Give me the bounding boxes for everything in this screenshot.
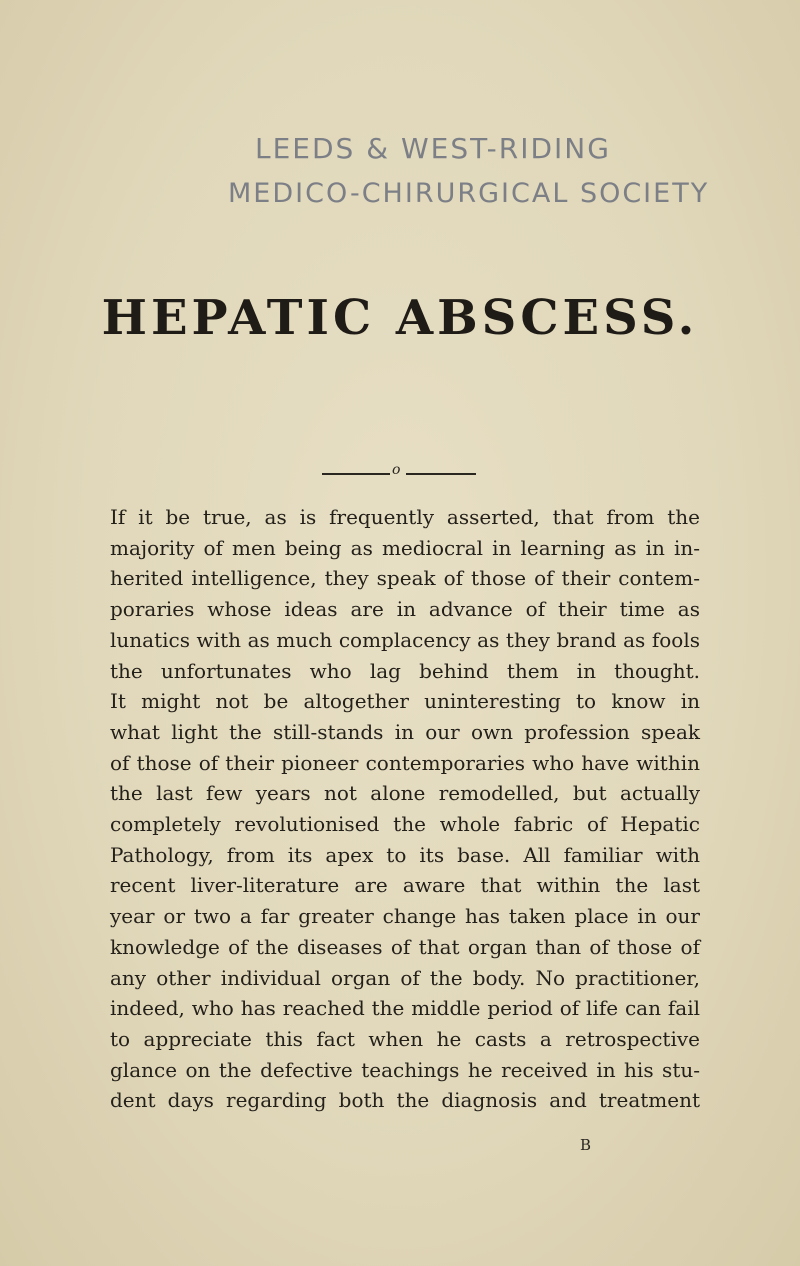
- text-line: indeed, who has reached the middle period of life can fail: [110, 996, 700, 1021]
- library-stamp-line-2: MEDICO-CHIRURGICAL SOCIETY: [228, 178, 710, 209]
- text-line: lunatics with as much complacency as they brand as fools: [110, 627, 700, 652]
- text-line: poraries whose ideas are in advance of their time as: [110, 597, 700, 622]
- text-line: majority of men being as mediocral in learning as in in-: [110, 535, 700, 560]
- ornament-rule-right: [406, 473, 476, 475]
- text-line: of those of their pioneer contemporaries who have within: [110, 750, 700, 775]
- text-line: dent days regarding both the diagnosis and treatment: [110, 1088, 700, 1113]
- text-line: glance on the defective teachings he received in his stu-: [110, 1057, 700, 1082]
- library-stamp-line-1: LEEDS & WEST-RIDING: [255, 132, 611, 165]
- text-line: to appreciate this fact when he casts a retrospective: [110, 1026, 700, 1051]
- text-line: any other individual organ of the body. No practitioner,: [110, 965, 700, 990]
- ornament-rule-left: [322, 473, 390, 475]
- text-line: completely revolutionised the whole fabric of Hepatic: [110, 812, 700, 837]
- text-line: recent liver-literature are aware that within the last: [110, 873, 700, 898]
- text-line: year or two a far greater change has taken place in our: [110, 904, 700, 929]
- text-line: Pathology, from its apex to its base. All familiar with: [110, 842, 700, 867]
- ornament-mark: o: [392, 462, 401, 478]
- text-line: the unfortunates who lag behind them in thought.: [110, 658, 700, 683]
- text-line: the last few years not alone remodelled, but actually: [110, 781, 700, 806]
- text-line: what light the still-stands in our own profession speak: [110, 719, 700, 744]
- page-title: HEPATIC ABSCESS.: [101, 290, 699, 346]
- text-line: knowledge of the diseases of that organ than of those of: [110, 934, 700, 959]
- text-line: If it be true, as is frequently asserted, that from the: [110, 505, 700, 529]
- text-line: herited intelligence, they speak of those of their contem-: [110, 566, 700, 591]
- body-paragraph: [110, 502, 700, 1116]
- title-ornament-rule: [320, 462, 480, 480]
- signature-mark: B: [580, 1136, 592, 1154]
- text-line: It might not be altogether uninteresting to know in: [110, 689, 700, 714]
